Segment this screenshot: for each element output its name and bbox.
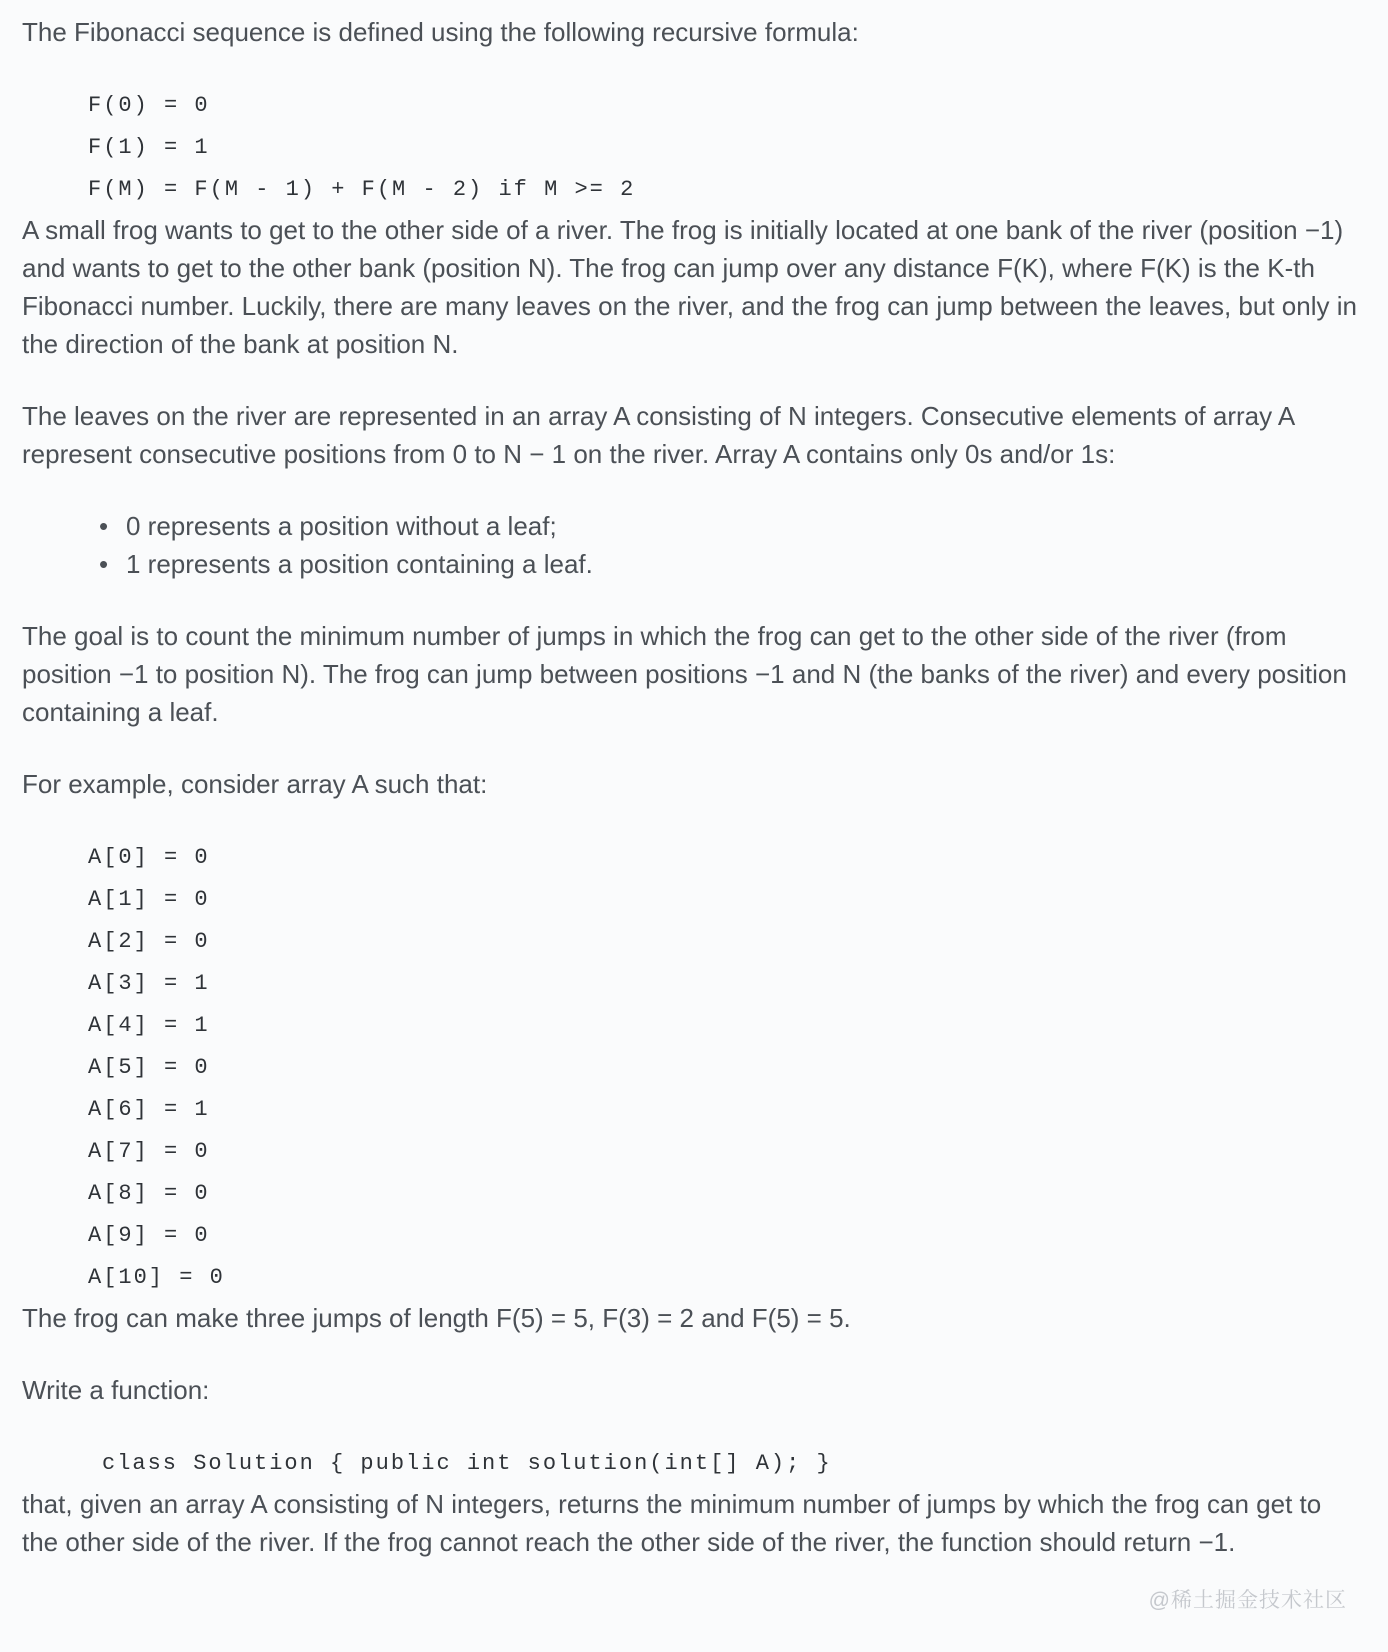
code-line-a0: A[0] = 0 <box>88 845 210 870</box>
list-item-leaf <box>99 545 1364 583</box>
code-line-solution: class Solution { public int solution(int[] A); } <box>102 1451 832 1476</box>
code-line-a2: A[2] = 0 <box>88 929 210 954</box>
code-line-a10: A[10] = 0 <box>88 1265 225 1290</box>
bullet-icon: • <box>99 549 109 579</box>
watermark: @稀土掘金技术社区 <box>1148 1589 1347 1612</box>
code-block-solution-signature <box>22 1443 1364 1485</box>
code-line-a7: A[7] = 0 <box>88 1139 210 1164</box>
code-line-f1: F(1) = 1 <box>88 135 210 160</box>
code-block-fibonacci-definition <box>22 85 1364 211</box>
code-line-a4: A[4] = 1 <box>88 1013 210 1038</box>
list-item-no-leaf <box>99 507 1364 545</box>
code-line-a6: A[6] = 1 <box>88 1097 210 1122</box>
paragraph-goal: The goal is to count the minimum number of jumps in which the frog can get to the other side of the river (from position −1 to position N). The frog can jump between positions −1 and N (the banks of the river) and every position containing a leaf. <box>22 621 1347 727</box>
leaf-legend-list <box>22 507 1364 583</box>
code-line-f0: F(0) = 0 <box>88 93 210 118</box>
code-block-array-example <box>22 837 1364 1299</box>
paragraph-leaves-array: The leaves on the river are represented in an array A consisting of N integers. Consecutive elements of array A represent consecutive positions from 0 to N − 1 on the river. Array A contains only 0s and/or 1s: <box>22 401 1294 469</box>
code-line-a8: A[8] = 0 <box>88 1181 210 1206</box>
paragraph-jumps-result: The frog can make three jumps of length F(5) = 5, F(3) = 2 and F(5) = 5. <box>22 1303 851 1333</box>
code-line-a5: A[5] = 0 <box>88 1055 210 1080</box>
list-item-no-leaf-text: 0 represents a position without a leaf; <box>126 511 557 541</box>
paragraph-example-intro: For example, consider array A such that: <box>22 769 488 799</box>
code-line-a3: A[3] = 1 <box>88 971 210 996</box>
list-item-leaf-text: 1 represents a position containing a leaf. <box>126 549 593 579</box>
code-line-fm: F(M) = F(M - 1) + F(M - 2) if M >= 2 <box>88 177 636 202</box>
paragraph-intro: The Fibonacci sequence is defined using the following recursive formula: <box>22 17 859 47</box>
paragraph-frog-story: A small frog wants to get to the other side of a river. The frog is initially located at one bank of the river (position −1) and wants to get to the other bank (position N). The frog can jump over any distance F(K), where F(K) is the K-th Fibonacci number. Luckily, there are many leaves on the river, and the frog can jump between the leaves, but only in the direction of the bank at position N. <box>22 215 1357 359</box>
paragraph-write-function: Write a function: <box>22 1375 210 1405</box>
code-line-a9: A[9] = 0 <box>88 1223 210 1248</box>
paragraph-returns-spec: that, given an array A consisting of N integers, returns the minimum number of jumps by which the frog can get to the other side of the river. If the frog cannot reach the other side of the river, the function should return −1. <box>22 1489 1322 1557</box>
bullet-icon: • <box>99 511 109 541</box>
code-line-a1: A[1] = 0 <box>88 887 210 912</box>
